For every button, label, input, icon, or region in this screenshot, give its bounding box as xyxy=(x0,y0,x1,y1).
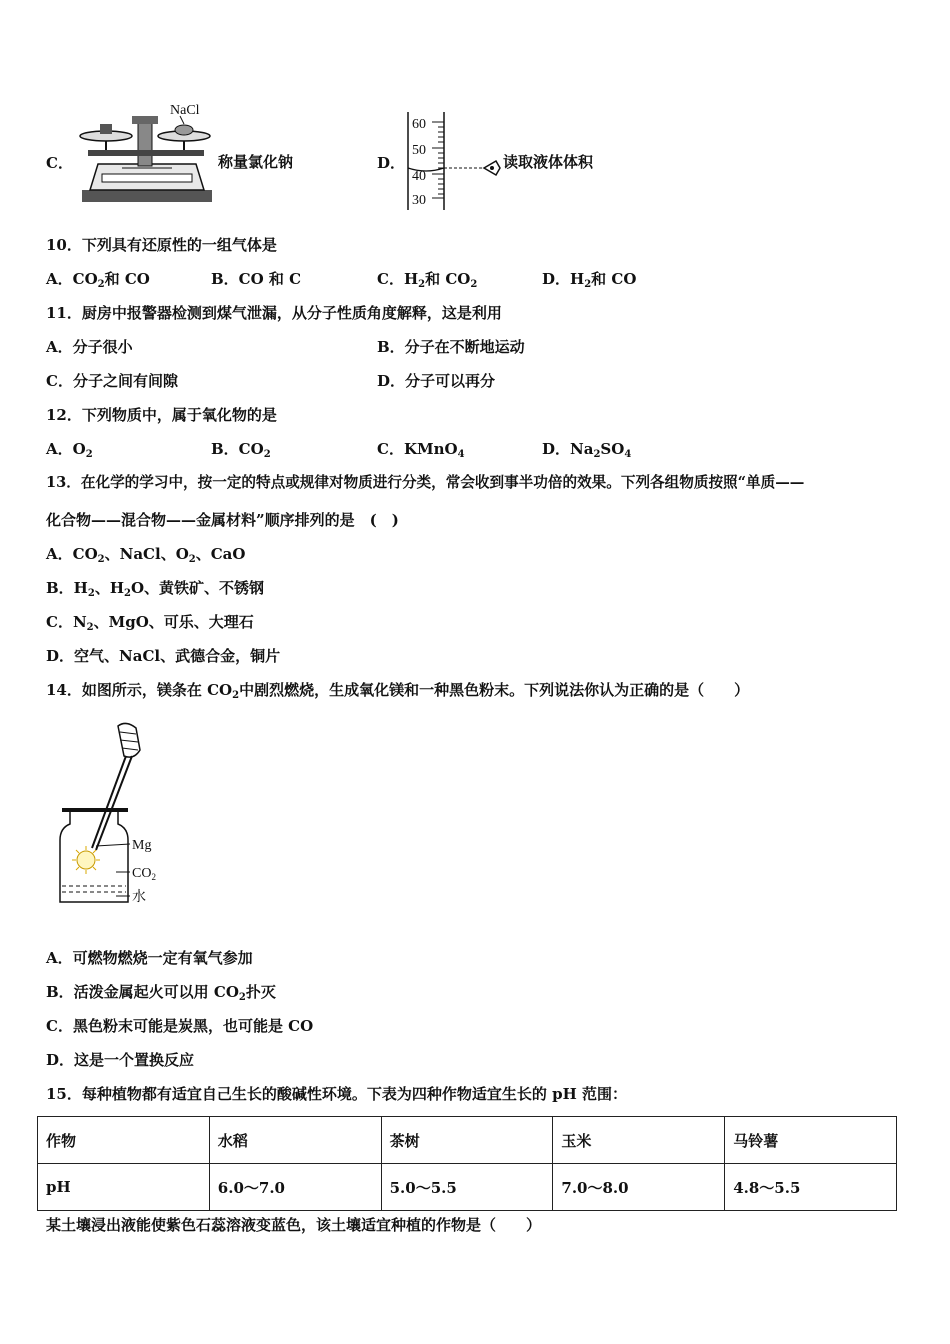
q13-option-c: C．$N_2$、MgO、可乐、大理石 xyxy=(46,613,254,633)
q12-option-d: D．$Na_2SO_4$ xyxy=(542,440,632,460)
table-cell: 玉米 xyxy=(553,1117,725,1164)
question-13-stem-line1: 13．在化学的学习中，按一定的特点或规律对物质进行分类，常会收到事半功倍的效果。下列各组物质按照“单质—— xyxy=(46,474,805,491)
q13-option-b: B．$H_2$、$H_2O$、黄铁矿、不锈钢 xyxy=(46,579,265,599)
table-cell: 茶树 xyxy=(381,1117,553,1164)
q14-option-b: B．活泼金属起火可以用 $CO_2$扑灭 xyxy=(46,983,276,1003)
water-label: 水 xyxy=(132,890,146,905)
option-c-text: 称量氯化钠 xyxy=(218,153,294,171)
q11-option-a: A．分子很小 xyxy=(46,338,133,356)
mg-label: Mg xyxy=(132,838,152,853)
table-cell: 马铃薯 xyxy=(725,1117,897,1164)
nacl-label: NaCl xyxy=(170,103,200,118)
q12-option-c: C．KMnO$_4$ xyxy=(377,440,465,460)
balance-scale-figure xyxy=(72,98,218,208)
magnesium-burning-figure xyxy=(56,720,176,910)
tick-50: 50 xyxy=(412,143,426,158)
question-15-stem: 15．每种植物都有适宜自己生长的酸碱性环境。下表为四种作物适宜生长的 pH 范围： xyxy=(46,1085,627,1103)
flame-icon xyxy=(72,846,100,874)
q12-option-b: B．$CO_2$ xyxy=(211,440,271,460)
table-cell: 4.8～5.5 xyxy=(725,1164,897,1211)
q14-option-c: C．黑色粉末可能是炭黑，也可能是 CO xyxy=(46,1017,314,1035)
table-cell: 7.0～8.0 xyxy=(553,1164,725,1211)
q13-option-d: D．空气、NaCl、武德合金，铜片 xyxy=(46,647,281,665)
eye-icon xyxy=(484,161,500,175)
table-header-row xyxy=(38,1117,897,1164)
option-d-label: D． xyxy=(377,154,406,172)
option-c-label: C． xyxy=(46,154,73,172)
question-14-stem: 14．如图所示，镁条在 $CO_2$中剧烈燃烧，生成氧化镁和一种黑色粉末。下列说法你认为正确的是（ ） xyxy=(46,681,750,701)
q11-option-c: C．分子之间有间隙 xyxy=(46,372,178,390)
table-cell: 水稻 xyxy=(209,1117,381,1164)
tick-30: 30 xyxy=(412,193,426,208)
tick-40: 40 xyxy=(412,169,426,184)
table-cell: 6.0～7.0 xyxy=(209,1164,381,1211)
q14-option-a: A．可燃物燃烧一定有氧气参加 xyxy=(46,949,253,967)
q10-option-c: C．$H_2$和 $CO_2$ xyxy=(377,270,478,290)
question-15-tail: 某土壤浸出液能使紫色石蕊溶液变蓝色，该土壤适宜种植的作物是（ ） xyxy=(46,1216,542,1234)
q10-option-d: D．$H_2$和 CO xyxy=(542,270,637,290)
option-d-text: 读取液体体积 xyxy=(503,153,594,171)
graduated-cylinder-figure xyxy=(400,108,510,214)
q10-option-a: A．$CO_2$和 CO xyxy=(46,270,150,290)
q14-option-d: D．这是一个置换反应 xyxy=(46,1051,195,1069)
question-13-stem-line2: 化合物——混合物——金属材料”顺序排列的是 ( ) xyxy=(46,511,399,529)
question-12-stem: 12．下列物质中，属于氧化物的是 xyxy=(46,406,277,424)
tick-60: 60 xyxy=(412,117,426,132)
ph-range-table xyxy=(37,1116,897,1211)
q10-option-b: B．CO 和 C xyxy=(211,270,302,288)
question-10-stem: 10．下列具有还原性的一组气体是 xyxy=(46,236,277,254)
q13-option-a: A．$CO_2$、NaCl、$O_2$、CaO xyxy=(46,545,246,565)
table-cell: 作物 xyxy=(38,1117,210,1164)
q12-option-a: A．$O_2$ xyxy=(46,440,93,460)
table-cell: pH xyxy=(38,1164,210,1211)
table-row xyxy=(38,1164,897,1211)
table-cell: 5.0～5.5 xyxy=(381,1164,553,1211)
co2-label: $CO_2$ xyxy=(132,866,156,882)
q11-option-b: B．分子在不断地运动 xyxy=(377,338,525,356)
q11-option-d: D．分子可以再分 xyxy=(377,372,496,390)
question-11-stem: 11．厨房中报警器检测到煤气泄漏，从分子性质角度解释，这是利用 xyxy=(46,304,502,322)
